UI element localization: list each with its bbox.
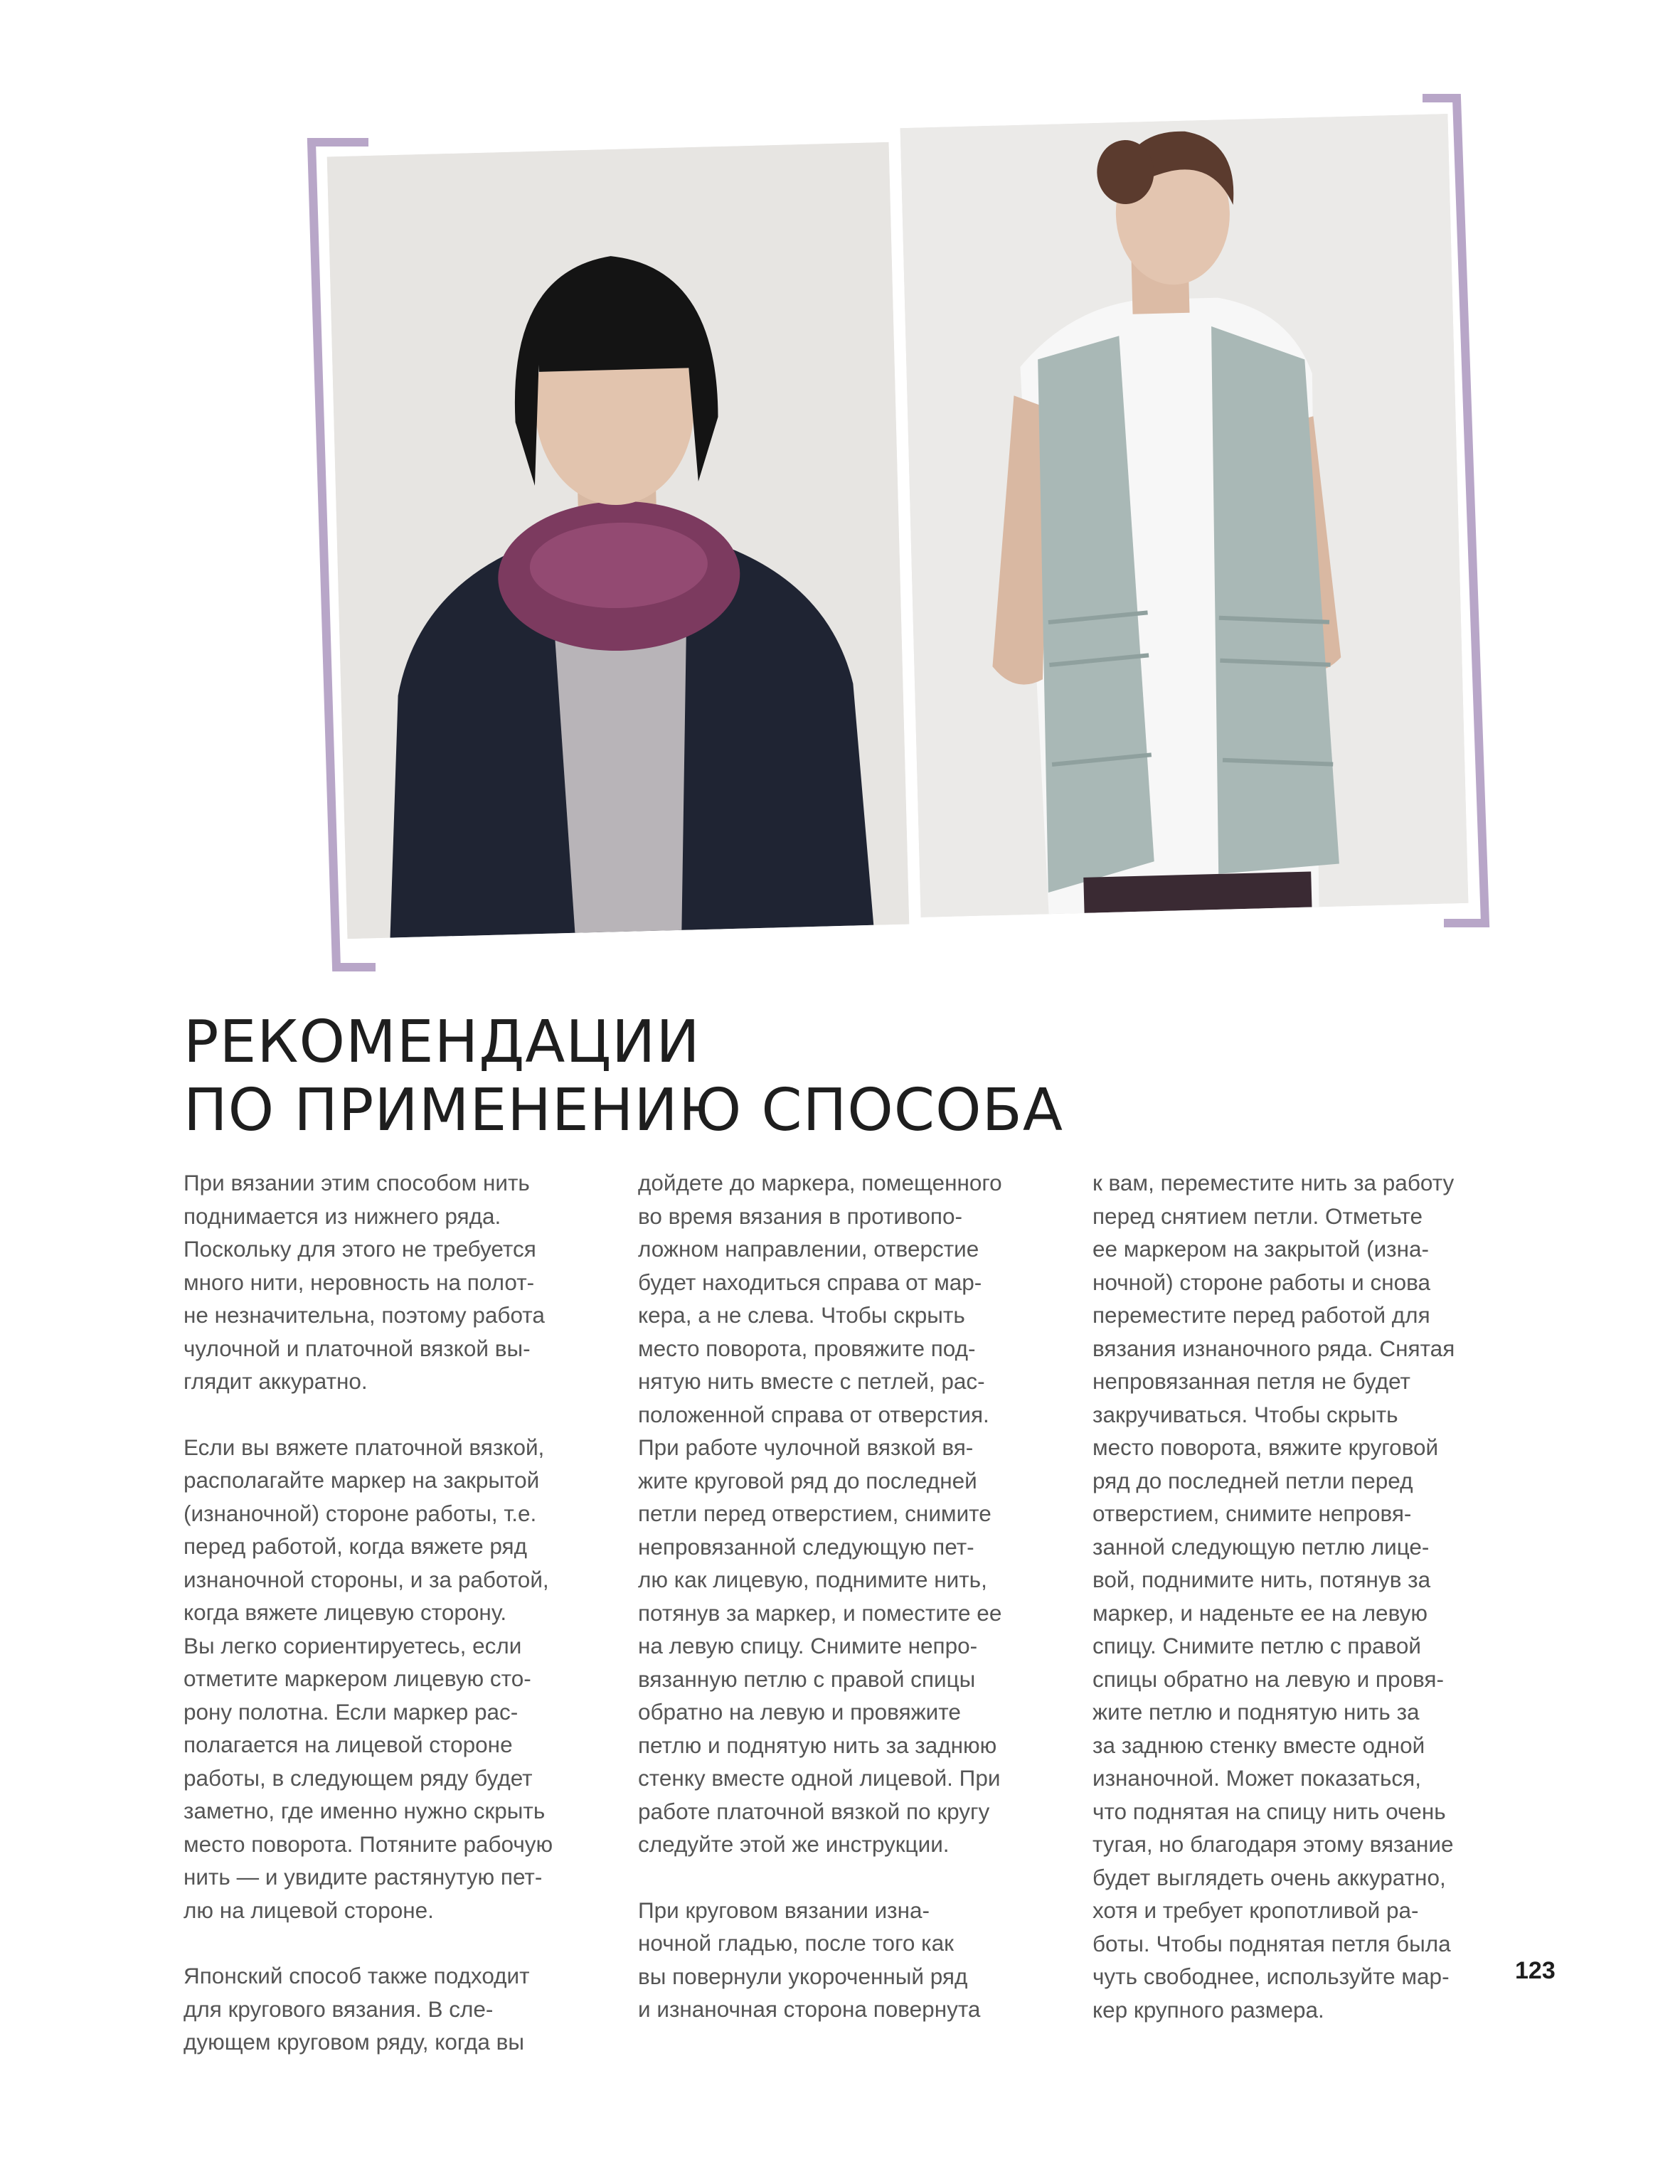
- text-line: непровязанной следующую пет-: [638, 1533, 974, 1560]
- text-line: глядит аккуратно.: [184, 1368, 368, 1394]
- text-line: тугая, но благодаря этому вязание: [1092, 1831, 1454, 1857]
- text-line: когда вяжете лицевую сторону.: [184, 1599, 507, 1625]
- text-line: стенку вместе одной лицевой. При: [638, 1765, 1001, 1791]
- text-line: хотя и требует кропотливой ра-: [1092, 1897, 1419, 1923]
- text-line: место поворота. Потяните рабочую: [184, 1831, 553, 1857]
- text-line: ряд до последней петли перед: [1092, 1467, 1413, 1493]
- text-column-1: [184, 1166, 610, 2092]
- text-column-3: [1092, 1166, 1519, 2059]
- text-line: рону полотна. Если маркер рас-: [184, 1698, 519, 1725]
- paragraph: [184, 1166, 610, 1398]
- text-line: поднимается из нижнего ряда.: [184, 1203, 501, 1229]
- text-line: спицы обратно на левую и провя-: [1092, 1666, 1444, 1692]
- photo-woman-vest: [900, 114, 1469, 917]
- text-line: лю на лицевой стороне.: [184, 1897, 434, 1923]
- text-line: занной следующую петлю лице-: [1092, 1533, 1430, 1560]
- text-line: потянув за маркер, и поместите ее: [638, 1599, 1002, 1626]
- text-line: чулочной и платочной вязкой вы-: [184, 1335, 531, 1361]
- paragraph: [1092, 1166, 1519, 2026]
- text-line: заметно, где именно нужно скрыть: [184, 1798, 546, 1823]
- text-line: дойдете до маркера, помещенного: [638, 1170, 1002, 1195]
- text-line: При работе чулочной вязкой вя-: [638, 1434, 974, 1460]
- text-line: что поднятая на спицу нить очень: [1092, 1798, 1446, 1824]
- text-line: будет находиться справа от мар-: [638, 1269, 982, 1295]
- photo-woman-scarf: [327, 142, 910, 939]
- text-line: будет выглядеть очень аккуратно,: [1092, 1864, 1446, 1890]
- text-line: отметите маркером лицевую сто-: [184, 1666, 531, 1691]
- text-line: маркер, и наденьте ее на левую: [1092, 1599, 1428, 1626]
- text-line: непровязанная петля не будет: [1092, 1368, 1410, 1394]
- page-number: 123: [1515, 1957, 1556, 1984]
- text-line: чуть свободнее, используйте мар-: [1092, 1964, 1450, 1989]
- text-line: переместите перед работой для: [1092, 1302, 1430, 1328]
- text-line: жите петлю и поднятую нить за: [1092, 1699, 1420, 1725]
- text-line: вой, поднимите нить, потянув за: [1092, 1567, 1431, 1592]
- text-line: закручиваться. Чтобы скрыть: [1092, 1401, 1398, 1427]
- paragraph: [184, 1959, 610, 2059]
- text-line: нятую нить вместе с петлей, рас-: [638, 1368, 985, 1394]
- text-line: работы, в следующем ряду будет: [184, 1764, 533, 1791]
- text-line: жите круговой ряд до последней: [638, 1467, 977, 1493]
- text-line: нить — и увидите растянутую пет-: [184, 1864, 543, 1890]
- text-line: перед работой, когда вяжете ряд: [184, 1533, 527, 1559]
- text-line: во время вязания в противопо-: [638, 1203, 962, 1229]
- text-line: обратно на левую и провяжите: [638, 1699, 961, 1725]
- text-line: вы повернули укороченный ряд: [638, 1963, 968, 1989]
- text-line: следуйте этой же инструкции.: [638, 1831, 950, 1857]
- heading-line-1: РЕКОМЕНДАЦИИ: [184, 1008, 701, 1076]
- text-line: Поскольку для этого не требуется: [184, 1236, 536, 1262]
- text-line: за заднюю стенку вместе одной: [1092, 1732, 1425, 1758]
- text-line: место поворота, провяжите под-: [638, 1335, 976, 1361]
- text-line: полагается на лицевой стороне: [184, 1732, 513, 1757]
- text-line: спицу. Снимите петлю с правой: [1092, 1633, 1421, 1658]
- text-line: место поворота, вяжите круговой: [1092, 1434, 1439, 1460]
- text-line: изнаночной. Может показаться,: [1092, 1765, 1421, 1791]
- text-line: к вам, переместите нить за работу: [1092, 1170, 1455, 1195]
- text-line: много нити, неровность на полот-: [184, 1269, 535, 1295]
- paragraph: [638, 1894, 1065, 2026]
- text-line: Если вы вяжете платочной вязкой,: [184, 1434, 545, 1460]
- text-line: располагайте маркер на закрытой: [184, 1467, 540, 1493]
- text-line: дующем круговом ряду, когда вы: [184, 2029, 525, 2055]
- text-line: работе платочной вязкой по кругу: [638, 1798, 990, 1824]
- text-line: При вязании этим способом нить: [184, 1170, 530, 1195]
- text-line: кер крупного размера.: [1092, 1996, 1324, 2023]
- text-line: для кругового вязания. В сле-: [184, 1996, 494, 2022]
- text-line: перед снятием петли. Отметьте: [1092, 1203, 1423, 1229]
- text-line: Японский способ также подходит: [184, 1963, 530, 1988]
- text-line: петли перед отверстием, снимите: [638, 1501, 991, 1526]
- text-line: отверстием, снимите непровя-: [1092, 1501, 1412, 1526]
- text-line: ее маркером на закрытой (изна-: [1092, 1236, 1430, 1262]
- text-line: на левую спицу. Снимите непро-: [638, 1633, 978, 1658]
- text-line: ложном направлении, отверстие: [638, 1236, 979, 1262]
- text-line: положенной справа от отверстия.: [638, 1401, 989, 1427]
- text-line: вязания изнаночного ряда. Снятая: [1092, 1335, 1455, 1361]
- text-line: боты. Чтобы поднятая петля была: [1092, 1930, 1451, 1956]
- text-line: вязанную петлю с правой спицы: [638, 1666, 976, 1692]
- text-line: ночной гладью, после того как: [638, 1930, 954, 1956]
- text-line: кера, а не слева. Чтобы скрыть: [638, 1302, 965, 1328]
- text-line: и изнаночная сторона повернута: [638, 1996, 981, 2022]
- text-column-2: [638, 1166, 1065, 2059]
- text-line: ночной) стороне работы и снова: [1092, 1269, 1431, 1295]
- text-line: лю как лицевую, поднимите нить,: [638, 1567, 987, 1592]
- section-heading: [184, 1008, 1250, 1145]
- heading-line-2: ПО ПРИМЕНЕНИЮ СПОСОБА: [184, 1077, 1063, 1144]
- text-line: (изнаночной) стороне работы, т.е.: [184, 1500, 537, 1526]
- text-line: изнаночной стороны, и за работой,: [184, 1566, 549, 1592]
- text-line: петлю и поднятую нить за заднюю: [638, 1732, 997, 1758]
- text-line: Вы легко сориентируетесь, если: [184, 1632, 522, 1658]
- text-line: При круговом вязании изна-: [638, 1897, 930, 1923]
- paragraph: [184, 1431, 610, 1927]
- text-line: не незначительна, поэтому работа: [184, 1302, 545, 1328]
- paragraph: [638, 1166, 1065, 1861]
